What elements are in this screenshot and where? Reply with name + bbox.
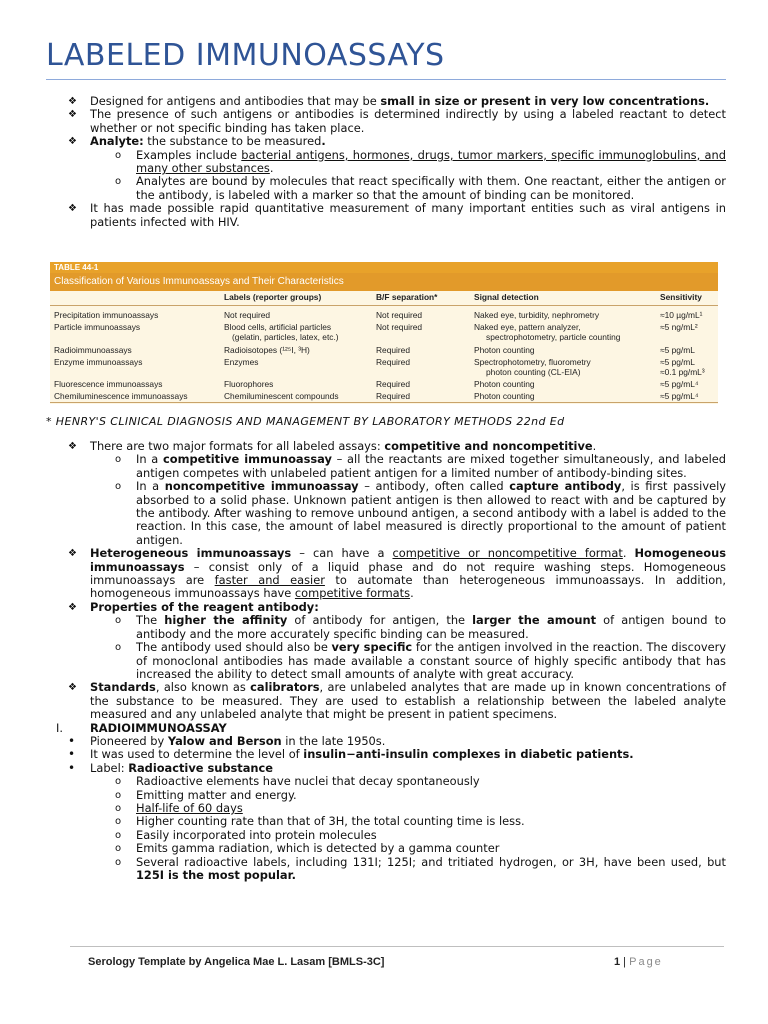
list-item: o The antibody used should also be very specific for the antigen involved in the reaction. The discovery of monoclonal antibodies has made available a constant source of highly specific antibody that has increased the ability to detect small amounts of analyte with great accuracy.: [115, 640, 727, 681]
roman-numeral: I.: [56, 720, 63, 735]
page-title: LABELED IMMUNOASSAYS: [46, 38, 445, 73]
list-item: o Radioactive elements have nuclei that decay spontaneously: [115, 774, 480, 789]
circle-bullet-icon: o: [115, 789, 122, 801]
list-item: o In a noncompetitive immunoassay – antibody, often called capture antibody, is first passively absorbed to a solid phase. Unknown patient antigen is then allowed to react with and be captured by the antibody. After washing to remove unbound antigen, a second antibody with a label is added to the reaction. In this case, the amount of label measured is directly proportional to the amount of patient antigen.: [115, 479, 726, 547]
immunoassay-classification-table: TABLE 44-1 Classification of Various Immunoassays and Their Characteristics Labels (reporter groups) B/F separation* Signal detection Sensitivity Precipitation immunoassays Not required Not required Naked eye, turbidity, nephrometry ≈10 µg/mL¹ Particle immunoassays Blood cells, artificial particles (gelatin, particles, latex, etc.) Not required Naked eye, pattern analyzer, spectrophotometry, particle counting ≈5 ng/mL² Radioimmunoassays Radioisotopes (¹²⁵I, ³H) Required Photon counting ≈5 pg/mL Enzyme immunoassays Enzymes Required Spectrophotometry, fluorometry photon counting (CL-EIA) ≈5 pg/mL ≈0.1 pg/mL³ Fluorescence immunoassays Fluorophores Required Photon counting ≈5 pg/mL⁴ Chemiluminescence immunoassays Chemiluminescent compounds Required Photon counting ≈5 pg/mL⁴: [50, 262, 718, 404]
list-item: o Higher counting rate than that of 3H, the total counting time is less.: [115, 814, 525, 829]
circle-bullet-icon: o: [115, 481, 122, 493]
column-header: B/F separation*: [376, 292, 438, 302]
diamond-bullet-icon: ❖: [68, 203, 77, 215]
diamond-bullet-icon: ❖: [68, 136, 77, 148]
table-tag: TABLE 44-1: [50, 262, 718, 273]
list-item: o In a competitive immunoassay – all the reactants are mixed together simultaneously, and labeled antigen competes with unlabeled patient antigen for a limited number of antibody-binding sites.: [115, 452, 726, 480]
circle-bullet-icon: o: [115, 816, 122, 828]
column-header: Sensitivity: [660, 292, 702, 302]
column-header: Labels (reporter groups): [224, 292, 322, 302]
diamond-bullet-icon: ❖: [68, 548, 77, 560]
list-item: o The higher the affinity of antibody for antigen, the larger the amount of antigen bound to antibody and the more accurately specific binding can be measured.: [115, 613, 727, 641]
table-bottom-rule: [50, 402, 718, 403]
list-item: o Analytes are bound by molecules that react specifically with them. One reactant, either the antigen or the antibody, is labeled with a marker so that the amount of binding can be monitored.: [115, 174, 726, 202]
list-item: • It was used to determine the level of insulin−anti-insulin complexes in diabetic patients.: [68, 747, 634, 762]
list-item: • Label: Radioactive substance: [68, 760, 273, 775]
diamond-bullet-icon: ❖: [68, 682, 77, 694]
table-reference: * HENRY'S CLINICAL DIAGNOSIS AND MANAGEMENT BY LABORATORY METHODS 22nd Ed: [46, 415, 565, 428]
page-number: 1 | Page: [614, 956, 663, 968]
dot-bullet-icon: •: [68, 747, 76, 762]
list-item: ❖ Standards, also known as calibrators, are unlabeled analytes that are made up in known concentrations of the substance to be measured. They are used to establish a relationship between the labeled analyte measured and any unlabeled analyte that might be present in patient specimens.: [68, 680, 726, 722]
diamond-bullet-icon: ❖: [68, 96, 77, 107]
circle-bullet-icon: o: [115, 176, 122, 188]
list-item: ❖ Properties of the reagent antibody:: [68, 599, 319, 614]
list-item: ❖ The presence of such antigens or antibodies is determined indirectly by using a labeled reactant to detect whether or not specific binding has taken place.: [68, 107, 726, 135]
section-heading: I. RADIOIMMUNOASSAY: [56, 720, 227, 735]
list-item: o Several radioactive labels, including 131I; 125I; and tritiated hydrogen, or 3H, have been used, but 125I is the most popular.: [115, 854, 726, 882]
circle-bullet-icon: o: [115, 642, 122, 654]
intro-section: [46, 95, 726, 229]
dot-bullet-icon: •: [68, 760, 76, 775]
circle-bullet-icon: o: [115, 776, 122, 788]
circle-bullet-icon: o: [115, 829, 122, 841]
dot-bullet-icon: •: [68, 733, 76, 748]
circle-bullet-icon: o: [115, 149, 122, 161]
circle-bullet-icon: o: [115, 454, 122, 466]
list-item: ❖ Heterogeneous immunoassays – can have a competitive or noncompetitive format. Homogeneous immunoassays – consist only of a liquid phase and do not require washing steps. Homogeneous immunoassays are faster and easier to automate than heterogeneous immunoassays. In addition, homogeneous immunoassays have competitive formats.: [68, 546, 727, 601]
list-item: o Emits gamma radiation, which is detected by a gamma counter: [115, 841, 500, 856]
footer-text: Serology Template by Angelica Mae L. Lasam [BMLS-3C]: [88, 956, 385, 968]
list-item: o Easily incorporated into protein molecules: [115, 827, 377, 842]
table-header-row: [50, 292, 718, 306]
circle-bullet-icon: o: [115, 856, 122, 868]
list-item: ❖ There are two major formats for all labeled assays: competitive and noncompetitive.: [68, 439, 597, 453]
column-header: Signal detection: [474, 292, 539, 302]
circle-bullet-icon: o: [115, 615, 122, 627]
list-item: ❖ It has made possible rapid quantitative measurement of many important entities such as viral antigens in patients infected with HIV.: [68, 201, 726, 229]
footer-divider: [70, 946, 724, 947]
list-item: ❖ Designed for antigens and antibodies that may be small in size or present in very low concentrations.: [68, 94, 710, 108]
diamond-bullet-icon: ❖: [68, 441, 77, 452]
circle-bullet-icon: o: [115, 802, 122, 814]
list-item: o Emitting matter and energy.: [115, 787, 297, 802]
list-item: o Examples include bacterial antigens, hormones, drugs, tumor markers, specific immunoglobulins, and many other substances.: [115, 147, 726, 176]
list-item: ❖ Analyte: the substance to be measured.: [68, 134, 326, 149]
list-item: • Pioneered by Yalow and Berson in the late 1950s.: [68, 733, 386, 748]
diamond-bullet-icon: ❖: [68, 109, 77, 121]
formats-section: [46, 440, 726, 882]
circle-bullet-icon: o: [115, 843, 122, 855]
table-caption: Classification of Various Immunoassays and Their Characteristics: [50, 273, 718, 291]
diamond-bullet-icon: ❖: [68, 601, 77, 613]
list-item: o Half-life of 60 days: [115, 800, 243, 815]
title-underline: [46, 79, 726, 80]
